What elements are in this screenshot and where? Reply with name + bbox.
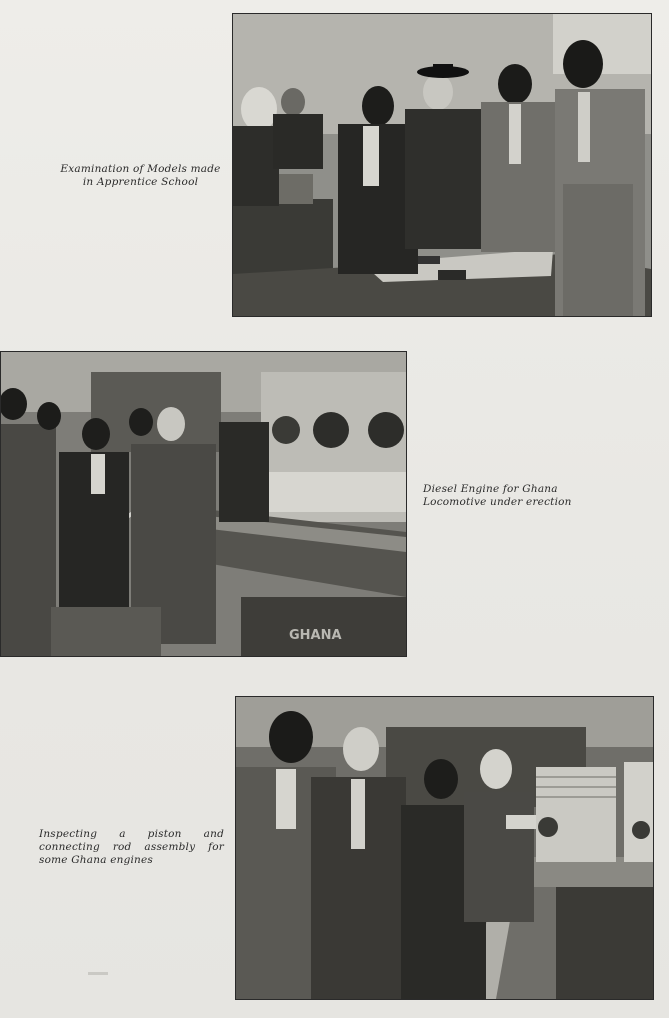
photo-diesel-engine (0, 351, 407, 657)
caption-piston: Inspecting a piston and connecting rod assembly for some Ghana engines (39, 828, 224, 866)
caption-engine: Diesel Engine for Ghana Locomotive under erection (423, 483, 572, 508)
photo-models-examination (232, 13, 652, 317)
caption-models: Examination of Models made in Apprentice School (60, 163, 221, 188)
engine-frame-label: GHANA (289, 628, 342, 643)
page-smudge (88, 972, 108, 975)
photo-piston-inspection (235, 696, 654, 1000)
